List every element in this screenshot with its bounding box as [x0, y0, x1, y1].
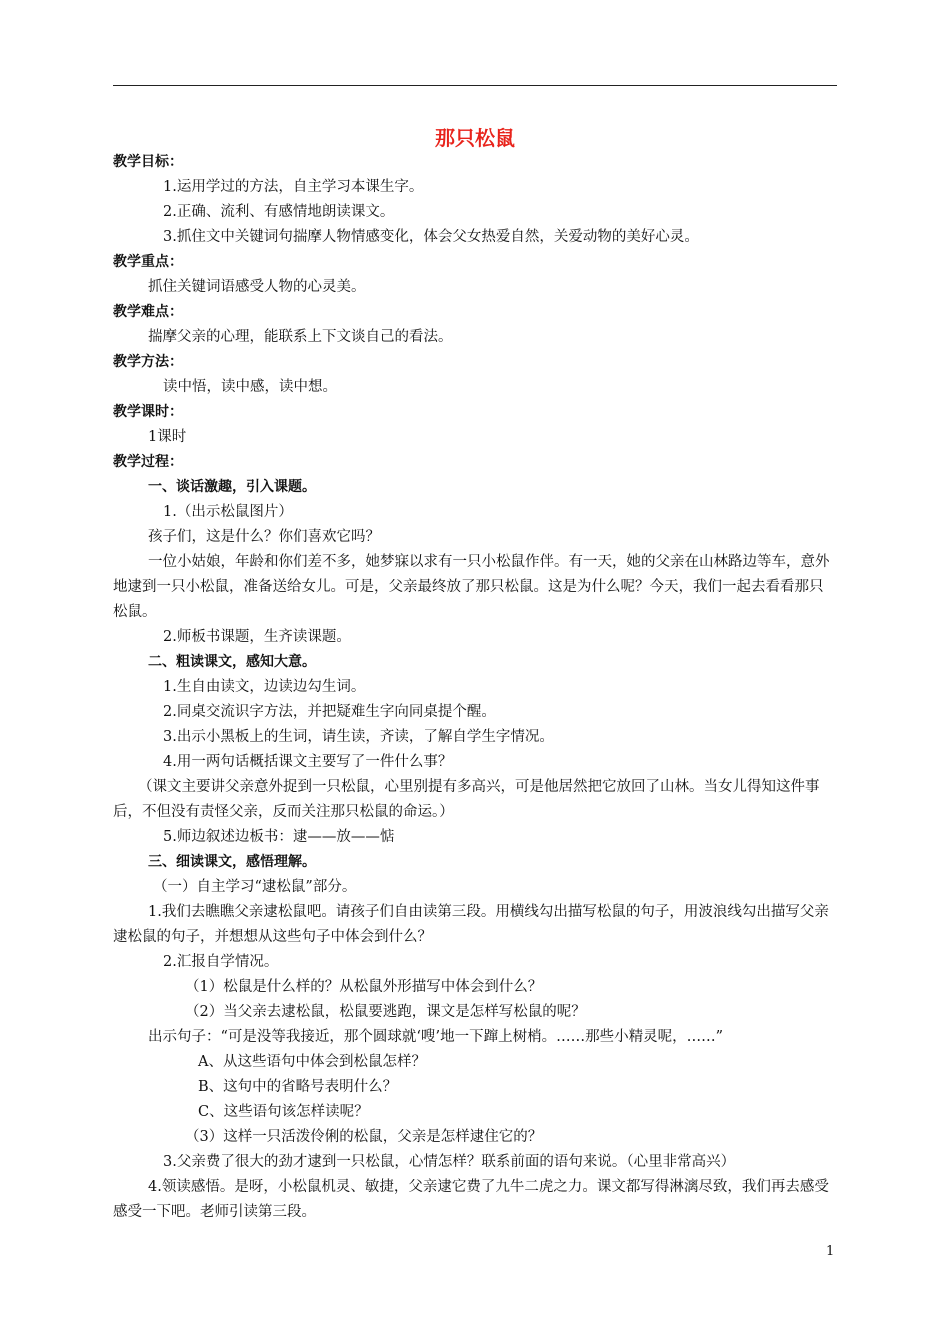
paragraph: 出示句子：“可是没等我接近，那个圆球就‘嗖’地一下蹿上树梢。……那些小精灵呢，……” — [148, 1029, 724, 1045]
section-heading: 三、细读课文，感悟理解。 — [148, 854, 316, 870]
paragraph: 抓住关键词语感受人物的心灵美。 — [148, 279, 366, 295]
paragraph: 1.（出示松鼠图片） — [163, 504, 293, 520]
list-item: （3）这样一只活泼伶俐的松鼠，父亲是怎样逮住它的？ — [185, 1129, 543, 1145]
heading-difficulties: 教学难点： — [113, 304, 183, 320]
paragraph: 2.师板书课题，生齐读课题。 — [163, 629, 351, 645]
list-item: （2）当父亲去逮松鼠，松鼠要逃跑，课文是怎样写松鼠的呢？ — [185, 1004, 586, 1020]
page-number: 1 — [826, 1244, 835, 1259]
list-item: 2.同桌交流识字方法，并把疑难生字向同桌提个醒。 — [163, 704, 496, 720]
paragraph: 1课时 — [148, 429, 187, 445]
list-item: （1）松鼠是什么样的？从松鼠外形描写中体会到什么？ — [185, 979, 543, 995]
paragraph: （课文主要讲父亲意外捉到一只松鼠，心里别提有多高兴，可是他居然把它放回了山林。当女儿得知这件事后，不但没有责怪父亲，反而关注那只松鼠的命运。） — [113, 779, 820, 820]
heading-periods: 教学课时： — [113, 404, 183, 420]
subsection-heading: （一）自主学习“逮松鼠”部分。 — [153, 879, 357, 895]
list-item: B、这句中的省略号表明什么？ — [198, 1079, 398, 1095]
list-item: C、这些语句该怎样读呢？ — [198, 1104, 369, 1120]
paragraph: 揣摩父亲的心理，能联系上下文谈自己的看法。 — [148, 329, 453, 345]
heading-process: 教学过程： — [113, 454, 183, 470]
heading-key-points: 教学重点： — [113, 254, 183, 270]
paragraph: 4.领读感悟。是呀，小松鼠机灵、敏捷，父亲逮它费了九牛二虎之力。课文都写得淋漓尽致，我们再去感受感受一下吧。老师引读第三段。 — [113, 1179, 829, 1220]
heading-methods: 教学方法： — [113, 354, 183, 370]
objective-item: 3.抓住文中关键词句揣摩人物情感变化，体会父女热爱自然，关爱动物的美好心灵。 — [163, 229, 699, 245]
list-item: 1.生自由读文，边读边勾生词。 — [163, 679, 366, 695]
objective-item: 2.正确、流利、有感情地朗读课文。 — [163, 204, 395, 220]
list-item: 4.用一两句话概括课文主要写了一件什么事？ — [163, 754, 453, 770]
paragraph: 读中悟，读中感，读中想。 — [163, 379, 337, 395]
paragraph: 1.我们去瞧瞧父亲逮松鼠吧。请孩子们自由读第三段。用横线勾出描写松鼠的句子，用波浪线勾出描写父亲逮松鼠的句子，并想想从这些句子中体会到什么？ — [113, 904, 829, 945]
paragraph: 一位小姑娘，年龄和你们差不多，她梦寐以求有一只小松鼠作伴。有一天，她的父亲在山林路边等车，意外地逮到一只小松鼠，准备送给女儿。可是，父亲最终放了那只松鼠。这是为什么呢？今天，我们一起去看看那只松鼠。 — [113, 554, 830, 620]
section-heading: 二、粗读课文，感知大意。 — [148, 654, 316, 670]
header-rule — [113, 85, 837, 86]
section-heading: 一、谈话激趣，引入课题。 — [148, 479, 316, 495]
list-item: 3.父亲费了很大的劲才逮到一只松鼠，心情怎样？联系前面的语句来说。（心里非常高兴） — [163, 1154, 736, 1170]
heading-objectives: 教学目标： — [113, 154, 183, 170]
list-item: 2.汇报自学情况。 — [163, 954, 279, 970]
list-item: A、从这些语句中体会到松鼠怎样？ — [198, 1054, 426, 1070]
objective-item: 1.运用学过的方法，自主学习本课生字。 — [163, 179, 424, 195]
paragraph: 孩子们，这是什么？你们喜欢它吗？ — [148, 529, 380, 545]
document-title: 那只松鼠 — [435, 126, 515, 150]
list-item: 5.师边叙述边板书：逮——放——惦 — [163, 829, 395, 845]
list-item: 3.出示小黑板上的生词，请生读，齐读，了解自学生字情况。 — [163, 729, 554, 745]
document-body — [113, 150, 837, 1225]
